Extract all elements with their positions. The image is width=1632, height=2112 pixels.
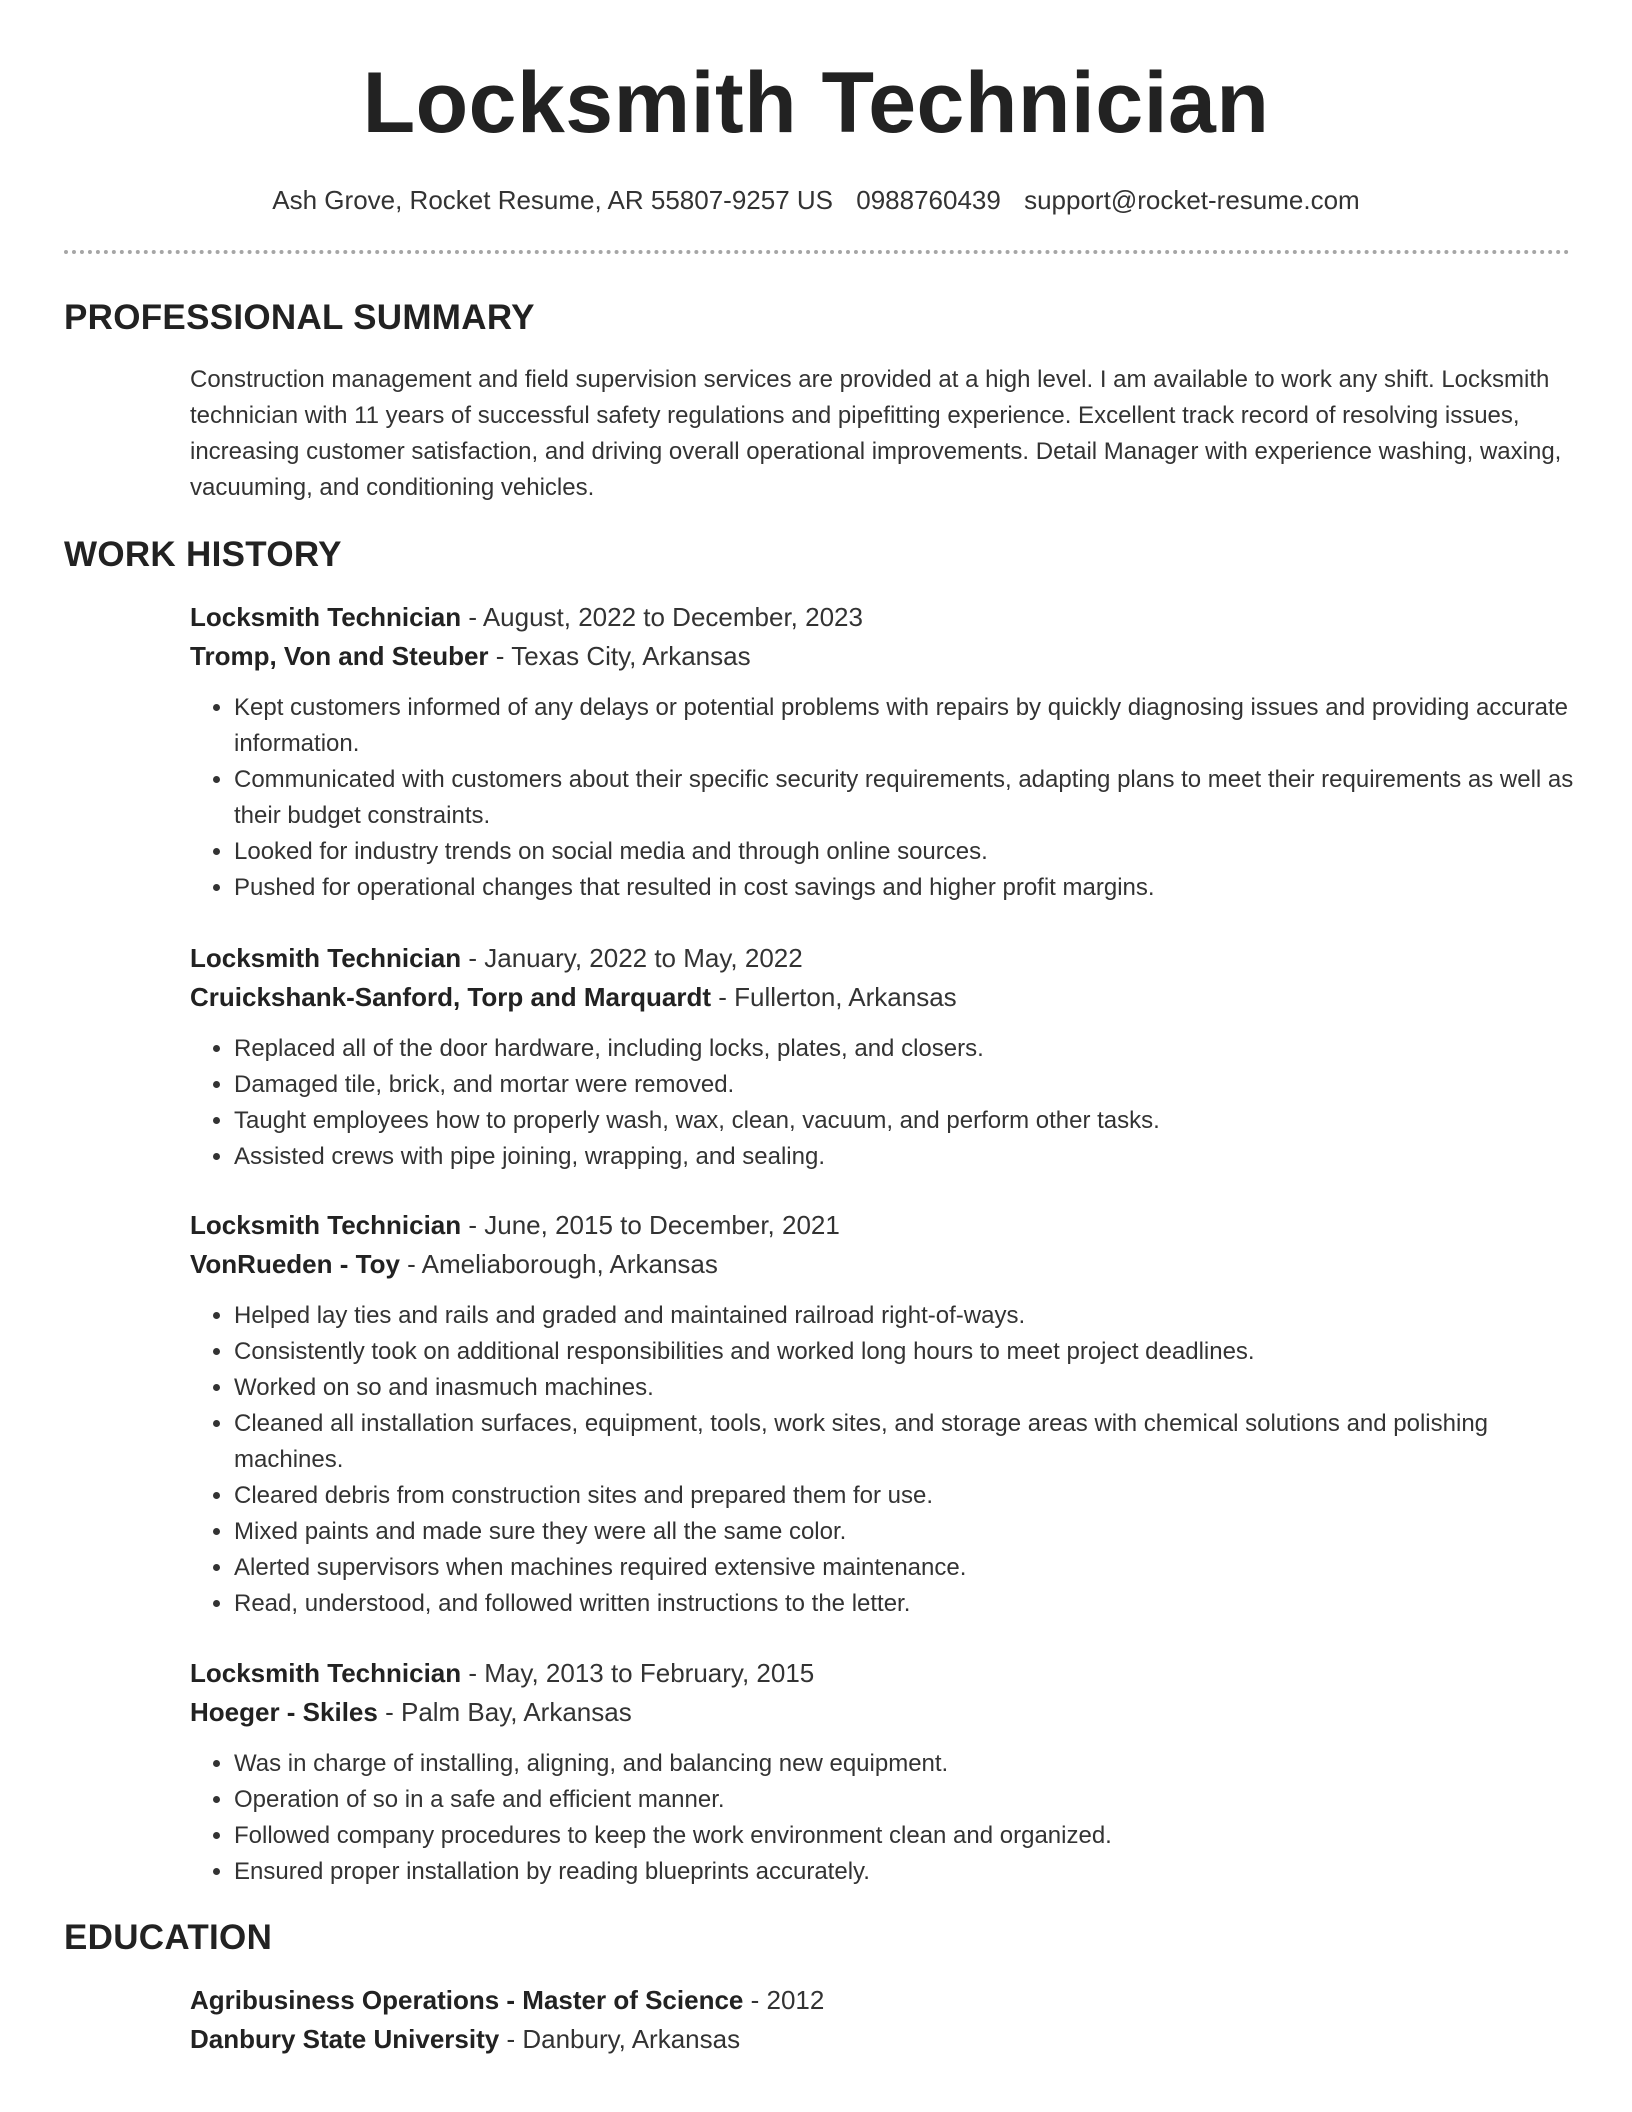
job-role: Locksmith Technician bbox=[190, 1210, 462, 1240]
job-bullet: • Looked for industry trends on social media and through online sources. bbox=[234, 834, 1580, 870]
job-bullet: • Taught employees how to properly wash, wax, clean, vacuum, and perform other tasks. bbox=[234, 1103, 1580, 1139]
section-title-education: EDUCATION bbox=[64, 1918, 273, 1957]
education-school: Danbury State University bbox=[190, 2024, 500, 2054]
job-dates: - June, 2015 to December, 2021 bbox=[468, 1210, 840, 1240]
job-company-line bbox=[190, 1693, 1580, 1732]
job-bullet: • Communicated with customers about their specific security requirements, adapting plans to meet their requirements as well as their budget constraints. bbox=[234, 762, 1580, 834]
job-dates: - May, 2013 to February, 2015 bbox=[468, 1658, 815, 1688]
job-location: - Texas City, Arkansas bbox=[495, 641, 751, 671]
job-company: Tromp, Von and Steuber bbox=[190, 641, 489, 671]
header-divider bbox=[64, 250, 1570, 254]
job-bullet: • Worked on so and inasmuch machines. bbox=[234, 1370, 1580, 1406]
job-company: VonRueden - Toy bbox=[190, 1249, 400, 1279]
job-bullet: • Ensured proper installation by reading blueprints accurately. bbox=[234, 1854, 1580, 1890]
summary-text: Construction management and field supervision services are provided at a high level. I am available to work any shift. Locksmith technician with 11 years of successful safety regulations and pipefitting experience. Excellent track record of resolving issues, increasing customer satisfaction, and driving overall operational improvements. Detail Manager with experience washing, waxing, vacuuming, and conditioning vehicles. bbox=[190, 366, 1562, 501]
job-bullet: • Followed company procedures to keep the work environment clean and organized. bbox=[234, 1818, 1580, 1854]
job-role: Locksmith Technician bbox=[190, 943, 462, 973]
job-location: - Palm Bay, Arkansas bbox=[385, 1697, 632, 1727]
job-bullet: • Mixed paints and made sure they were all the same color. bbox=[234, 1514, 1580, 1550]
job-location: - Fullerton, Arkansas bbox=[718, 982, 957, 1012]
summary-block bbox=[190, 362, 1580, 506]
job-bullet: • Replaced all of the door hardware, including locks, plates, and closers. bbox=[234, 1031, 1580, 1067]
job-bullet: • Assisted crews with pipe joining, wrapping, and sealing. bbox=[234, 1139, 1580, 1175]
job-title-line bbox=[190, 1206, 1580, 1245]
education-entry bbox=[190, 1981, 1580, 2059]
contact-phone: 0988760439 bbox=[856, 185, 1001, 215]
job-title-line bbox=[190, 939, 1580, 978]
job-entry bbox=[190, 1654, 1580, 1890]
job-bullets bbox=[190, 690, 1580, 906]
job-entry bbox=[190, 1206, 1580, 1622]
job-role: Locksmith Technician bbox=[190, 1658, 462, 1688]
job-bullet: • Read, understood, and followed written instructions to the letter. bbox=[234, 1586, 1580, 1622]
job-bullets bbox=[190, 1031, 1580, 1175]
education-degree: Agribusiness Operations - Master of Science bbox=[190, 1985, 744, 2015]
job-bullet: • Damaged tile, brick, and mortar were removed. bbox=[234, 1067, 1580, 1103]
job-bullet: • Cleaned all installation surfaces, equipment, tools, work sites, and storage areas with chemical solutions and polishing machines. bbox=[234, 1406, 1580, 1478]
job-bullet: • Pushed for operational changes that resulted in cost savings and higher profit margins. bbox=[234, 870, 1580, 906]
job-dates: - January, 2022 to May, 2022 bbox=[468, 943, 803, 973]
job-company: Hoeger - Skiles bbox=[190, 1697, 378, 1727]
job-bullets bbox=[190, 1746, 1580, 1890]
job-bullet: • Alerted supervisors when machines required extensive maintenance. bbox=[234, 1550, 1580, 1586]
job-bullet: • Operation of so in a safe and efficient manner. bbox=[234, 1782, 1580, 1818]
job-company: Cruickshank-Sanford, Torp and Marquardt bbox=[190, 982, 712, 1012]
education-location: - Danbury, Arkansas bbox=[506, 2024, 741, 2054]
job-company-line bbox=[190, 1245, 1580, 1284]
candidate-name: Locksmith Technician bbox=[362, 55, 1270, 151]
job-title-line bbox=[190, 1654, 1580, 1693]
section-title-summary: PROFESSIONAL SUMMARY bbox=[64, 298, 535, 337]
education-degree-line bbox=[190, 1981, 1580, 2020]
education-year: - 2012 bbox=[750, 1985, 825, 2015]
contact-email: support@rocket-resume.com bbox=[1024, 185, 1360, 215]
job-company-line bbox=[190, 637, 1580, 676]
job-title-line bbox=[190, 598, 1580, 637]
job-bullet: • Was in charge of installing, aligning, and balancing new equipment. bbox=[234, 1746, 1580, 1782]
job-bullet: • Consistently took on additional responsibilities and worked long hours to meet project deadlines. bbox=[234, 1334, 1580, 1370]
job-bullet: • Kept customers informed of any delays or potential problems with repairs by quickly diagnosing issues and providing accurate information. bbox=[234, 690, 1580, 762]
job-bullet: • Helped lay ties and rails and graded and maintained railroad right-of-ways. bbox=[234, 1298, 1580, 1334]
job-bullet: • Cleared debris from construction sites and prepared them for use. bbox=[234, 1478, 1580, 1514]
job-entry bbox=[190, 939, 1580, 1175]
contact-line bbox=[0, 182, 1632, 218]
job-bullets bbox=[190, 1298, 1580, 1622]
contact-address: Ash Grove, Rocket Resume, AR 55807-9257 US bbox=[272, 185, 834, 215]
job-dates: - August, 2022 to December, 2023 bbox=[468, 602, 863, 632]
education-school-line bbox=[190, 2020, 1580, 2059]
section-title-work-history: WORK HISTORY bbox=[64, 535, 342, 574]
job-location: - Ameliaborough, Arkansas bbox=[407, 1249, 718, 1279]
job-entry bbox=[190, 598, 1580, 906]
job-role: Locksmith Technician bbox=[190, 602, 462, 632]
job-company-line bbox=[190, 978, 1580, 1017]
